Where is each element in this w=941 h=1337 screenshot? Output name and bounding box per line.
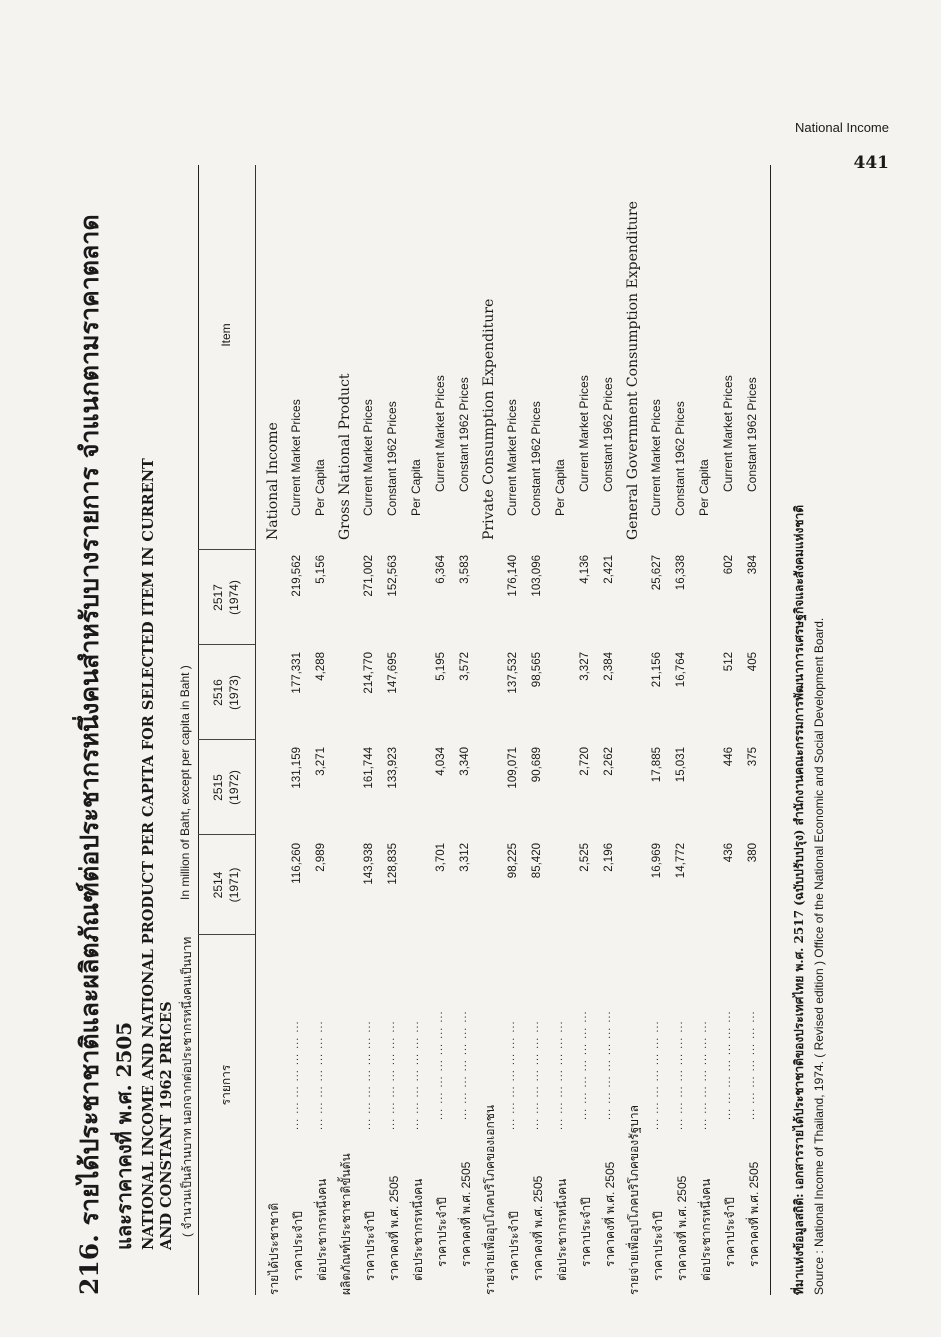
row-label-english: Gross National Product <box>337 373 353 540</box>
year-ce: (1973) <box>227 675 241 710</box>
value-cell: 15,031 <box>675 747 687 783</box>
table-row <box>385 165 407 1295</box>
table-row <box>289 165 311 1295</box>
value-cell: 405 <box>747 652 759 672</box>
value-cell: 446 <box>723 747 735 767</box>
value-cell: 2,525 <box>579 843 591 872</box>
row-label-thai: ราคาประจำปี <box>363 1211 377 1281</box>
table-row <box>361 165 383 1295</box>
row-label-english: Constant 1962 Prices <box>601 377 615 492</box>
value-cell: 5,195 <box>435 652 447 681</box>
row-label-thai: ต่อประชากรหนึ่งคน <box>699 1178 713 1281</box>
value-cell: 3,312 <box>459 843 471 872</box>
value-cell: 143,938 <box>363 843 375 885</box>
value-cell: 512 <box>723 652 735 672</box>
table-title-thai <box>70 214 110 1295</box>
value-cell: 3,271 <box>315 747 327 776</box>
value-cell: 98,565 <box>531 652 543 688</box>
row-label-english: Constant 1962 Prices <box>529 401 543 516</box>
table-bottom-rule <box>770 165 771 1295</box>
value-cell: 133,923 <box>387 747 399 789</box>
row-label-thai: ราคาประจำปี <box>507 1211 521 1281</box>
row-label-english: Current Market Prices <box>289 399 303 516</box>
title-english-line1: NATIONAL INCOME AND NATIONAL PRODUCT PER CAPITA FOR SELECTED ITEM IN CURRENT <box>140 458 157 1250</box>
row-label-english: Current Market Prices <box>721 375 735 492</box>
row-label-thai: ต่อประชากรหนึ่งคน <box>411 1178 425 1281</box>
leader-dots: ... ... ... ... ... ... ... <box>505 1020 517 1130</box>
leader-dots: ... ... ... ... ... ... ... <box>433 1010 445 1120</box>
leader-dots: ... ... ... ... ... ... ... <box>673 1020 685 1130</box>
value-cell: 3,327 <box>579 652 591 681</box>
value-cell: 90,689 <box>531 747 543 783</box>
value-cell: 384 <box>747 555 759 575</box>
value-cell: 16,764 <box>675 652 687 688</box>
value-cell: 214,770 <box>363 652 375 694</box>
year-ce: (1971) <box>227 867 241 903</box>
row-label-english: Per Capita <box>697 459 711 516</box>
table-row <box>721 165 743 1295</box>
value-cell: 128,835 <box>387 843 399 885</box>
table-row <box>457 165 479 1295</box>
leader-dots: ... ... ... ... ... ... ... <box>745 1010 757 1120</box>
value-cell: 147,695 <box>387 652 399 694</box>
value-cell: 6,364 <box>435 555 447 584</box>
value-cell: 131,159 <box>291 747 303 789</box>
table-row <box>673 165 695 1295</box>
leader-dots: ... ... ... ... ... ... ... <box>289 1020 301 1130</box>
table-row <box>697 165 719 1295</box>
row-label-english: Current Market Prices <box>649 399 663 516</box>
value-cell: 176,140 <box>507 555 519 597</box>
row-label-english: Per Capita <box>409 459 423 516</box>
leader-dots: ... ... ... ... ... ... ... <box>577 1010 589 1120</box>
row-label-thai: รายได้ประชาชาติ <box>267 1202 281 1295</box>
value-cell: 109,071 <box>507 747 519 789</box>
year-ce: (1974) <box>227 580 241 615</box>
year-be: 2515 <box>211 774 225 801</box>
rotated-table-page <box>70 165 860 1295</box>
row-label-thai: ราคาคงที่ พ.ศ. 2505 <box>459 1161 473 1267</box>
row-label-english: National Income <box>265 422 281 540</box>
leader-dots: ... ... ... ... ... ... ... <box>313 1020 325 1130</box>
value-cell: 177,331 <box>291 652 303 694</box>
value-cell: 16,338 <box>675 555 687 591</box>
table-row <box>505 165 527 1295</box>
leader-dots: ... ... ... ... ... ... ... <box>361 1020 373 1130</box>
year-be: 2514 <box>211 871 225 899</box>
row-label-english: Current Market Prices <box>433 375 447 492</box>
table-top-rule <box>198 165 199 1295</box>
value-cell: 375 <box>747 747 759 767</box>
value-cell: 4,288 <box>315 652 327 681</box>
row-label-thai: รายจ่ายเพื่ออุปโภคบริโภคของรัฐบาล <box>627 1105 641 1295</box>
year-ce: (1972) <box>227 770 241 805</box>
unit-note-thai: ( จำนวนเป็นล้านบาท นอกจากต่อประชากรหนึ่งคนเป็นบาท <box>180 936 194 1237</box>
table-row <box>745 165 767 1295</box>
year-be: 2517 <box>211 584 225 611</box>
value-cell: 21,156 <box>651 652 663 688</box>
leader-dots: ... ... ... ... ... ... ... <box>697 1020 709 1130</box>
row-label-english: Private Consumption Expenditure <box>481 298 497 540</box>
row-label-english: Per Capita <box>313 459 327 516</box>
leader-dots: ... ... ... ... ... ... ... <box>385 1020 397 1130</box>
value-cell: 14,772 <box>675 843 687 879</box>
value-cell: 2,989 <box>315 843 327 872</box>
title-english-line2: AND CONSTANT 1962 PRICES <box>158 1001 175 1250</box>
table-row <box>265 165 287 1295</box>
leader-dots: ... ... ... ... ... ... ... <box>529 1020 541 1130</box>
column-header-2515 <box>210 740 242 835</box>
value-cell: 25,627 <box>651 555 663 591</box>
row-label-thai: ต่อประชากรหนึ่งคน <box>315 1178 329 1281</box>
table-row <box>529 165 551 1295</box>
source-note-english: Source : National Income of Thailand, 1974. ( Revised edition ) Office of the National Economic and Social Development Board. <box>812 617 826 1295</box>
column-header-2517 <box>210 550 242 645</box>
row-label-english: Constant 1962 Prices <box>385 401 399 516</box>
source-note-thai: ที่มาแห่งข้อมูลสถิติ: เอกสารรายได้ประชาชาติของประเทศไทย พ.ศ. 2517 (ฉบับปรับปรุง) สำนักงานคณะกรรมการพัฒนาการเศรษฐกิจและสังคมแห่งชาติ <box>792 504 806 1295</box>
value-cell: 16,969 <box>651 843 663 879</box>
row-label-thai: ราคาประจำปี <box>651 1211 665 1281</box>
value-cell: 161,744 <box>363 747 375 789</box>
value-cell: 98,225 <box>507 843 519 879</box>
row-label-english: General Government Consumption Expenditure <box>625 201 641 540</box>
table-row <box>601 165 623 1295</box>
row-label-english: Constant 1962 Prices <box>457 377 471 492</box>
value-cell: 4,034 <box>435 747 447 776</box>
leader-dots: ... ... ... ... ... ... ... <box>601 1010 613 1120</box>
row-label-thai: ราคาคงที่ พ.ศ. 2505 <box>531 1175 545 1281</box>
table-row <box>625 165 647 1295</box>
title-thai-line2: และราคาคงที่ พ.ศ. 2505 <box>112 1021 136 1250</box>
table-header-rule <box>255 165 256 1295</box>
row-label-thai: ราคาประจำปี <box>435 1197 449 1267</box>
value-cell: 4,136 <box>579 555 591 584</box>
row-label-thai: ราคาประจำปี <box>579 1197 593 1267</box>
value-cell: 380 <box>747 843 759 863</box>
table-row <box>433 165 455 1295</box>
table-number: 216. <box>75 1234 104 1295</box>
section-title: National Income <box>795 120 889 135</box>
value-cell: 152,563 <box>387 555 399 597</box>
value-cell: 17,885 <box>651 747 663 783</box>
value-cell: 2,262 <box>603 747 615 776</box>
value-cell: 3,701 <box>435 843 447 872</box>
page-number: 441 <box>853 153 889 173</box>
row-label-english: Current Market Prices <box>505 399 519 516</box>
value-cell: 2,196 <box>603 843 615 872</box>
value-cell: 3,583 <box>459 555 471 584</box>
value-cell: 137,532 <box>507 652 519 694</box>
unit-note-english: In million of Baht, except per capita in Baht ) <box>178 665 192 900</box>
value-cell: 2,720 <box>579 747 591 776</box>
row-label-thai: ราคาประจำปี <box>291 1211 305 1281</box>
row-label-english: Per Capita <box>553 459 567 516</box>
row-label-thai: ราคาคงที่ พ.ศ. 2505 <box>603 1161 617 1267</box>
title-thai-line1: รายได้ประชาชาติและผลิตภัณฑ์ต่อประชากรหนึ่งคนสำหรับบางรายการ จำแนกตามราคาตลาด <box>75 214 104 1226</box>
table-row <box>649 165 671 1295</box>
row-label-english: Current Market Prices <box>361 399 375 516</box>
value-cell: 602 <box>723 555 735 575</box>
table-row <box>409 165 431 1295</box>
column-header-2516 <box>210 645 242 740</box>
row-label-thai: รายจ่ายเพื่ออุปโภคบริโภคของเอกชน <box>483 1104 497 1295</box>
value-cell: 436 <box>723 843 735 863</box>
table-row <box>481 165 503 1295</box>
value-cell: 3,572 <box>459 652 471 681</box>
value-cell: 2,421 <box>603 555 615 584</box>
value-cell: 5,156 <box>315 555 327 584</box>
row-label-english: Current Market Prices <box>577 375 591 492</box>
row-label-thai: ราคาคงที่ พ.ศ. 2505 <box>747 1161 761 1267</box>
value-cell: 103,096 <box>531 555 543 597</box>
row-label-english: Constant 1962 Prices <box>673 401 687 516</box>
leader-dots: ... ... ... ... ... ... ... <box>409 1020 421 1130</box>
column-header-thai-item: รายการ <box>219 1064 233 1106</box>
value-cell: 2,384 <box>603 652 615 681</box>
leader-dots: ... ... ... ... ... ... ... <box>457 1010 469 1120</box>
leader-dots: ... ... ... ... ... ... ... <box>721 1010 733 1120</box>
column-divider <box>198 934 255 935</box>
row-label-thai: ราคาประจำปี <box>723 1197 737 1267</box>
table-row <box>577 165 599 1295</box>
column-header-2514 <box>210 837 242 933</box>
year-be: 2516 <box>211 679 225 706</box>
value-cell: 219,562 <box>291 555 303 597</box>
value-cell: 85,420 <box>531 843 543 879</box>
value-cell: 271,002 <box>363 555 375 597</box>
row-label-thai: ผลิตภัณฑ์ประชาชาติขั้นต้น <box>339 1153 353 1295</box>
leader-dots: ... ... ... ... ... ... ... <box>553 1020 565 1130</box>
table-row <box>313 165 335 1295</box>
row-label-thai: ต่อประชากรหนึ่งคน <box>555 1178 569 1281</box>
table-row <box>337 165 359 1295</box>
value-cell: 3,340 <box>459 747 471 776</box>
value-cell: 116,260 <box>291 843 303 884</box>
leader-dots: ... ... ... ... ... ... ... <box>649 1020 661 1130</box>
row-label-english: Constant 1962 Prices <box>745 377 759 492</box>
column-header-english-item: Item <box>219 323 233 347</box>
row-label-thai: ราคาคงที่ พ.ศ. 2505 <box>675 1175 689 1281</box>
table-row <box>553 165 575 1295</box>
row-label-thai: ราคาคงที่ พ.ศ. 2505 <box>387 1175 401 1281</box>
